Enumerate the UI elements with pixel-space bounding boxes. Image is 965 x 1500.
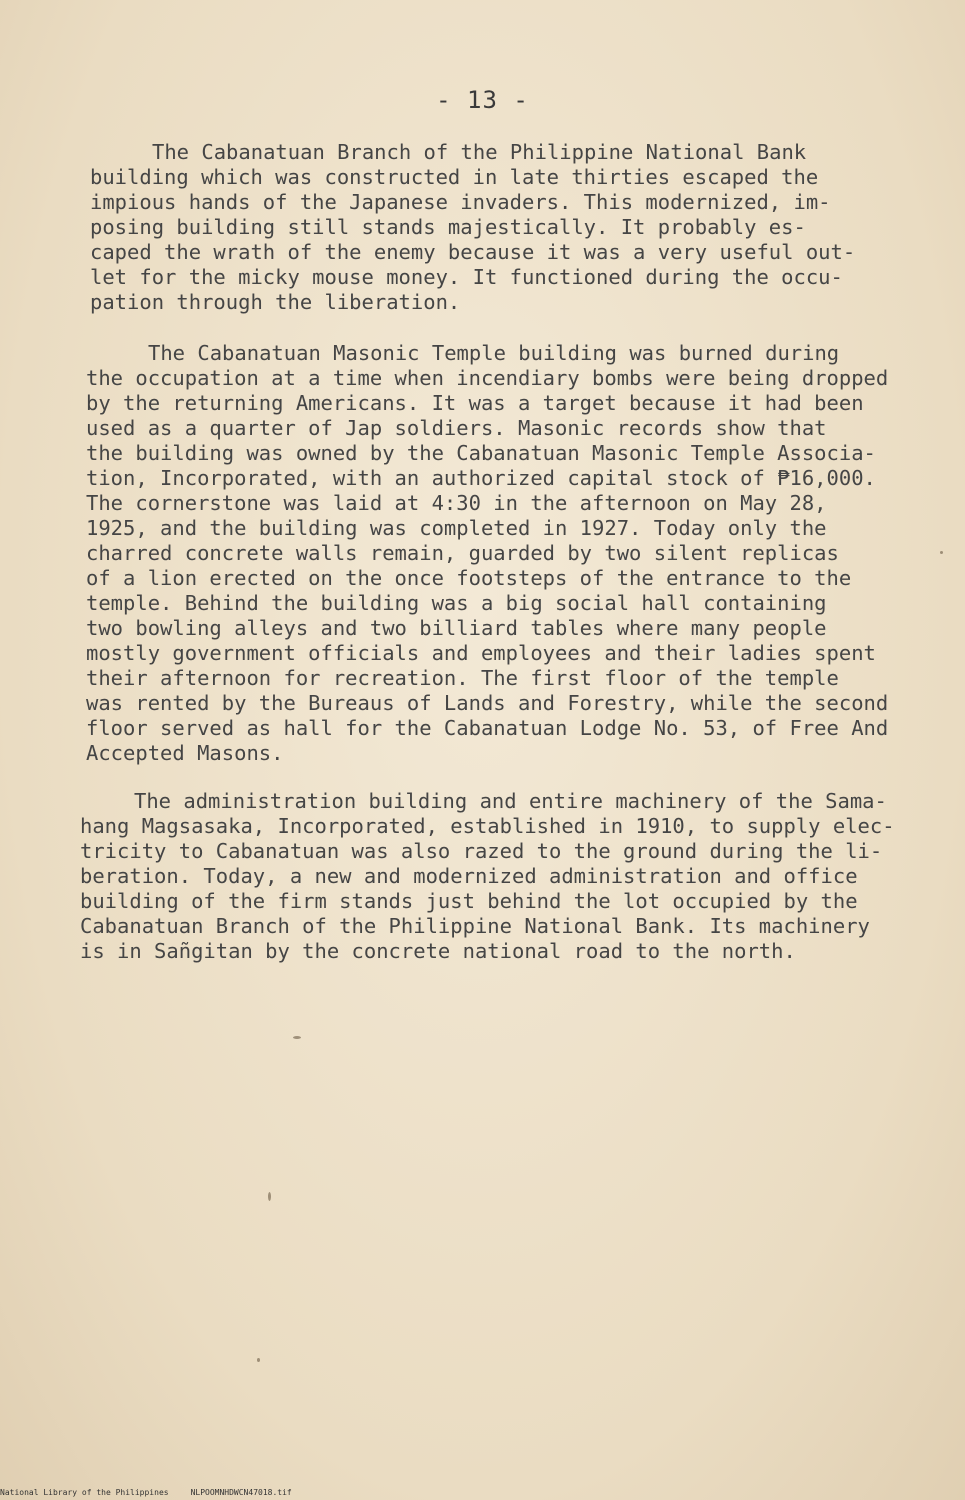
text-line: impious hands of the Japanese invaders. This modernized, im- — [90, 190, 831, 214]
text-line: The Cabanatuan Masonic Temple building was burned during — [148, 341, 840, 365]
footer-library: National Library of the Philippines — [0, 1488, 169, 1497]
text-line: by the returning Americans. It was a target because it had been — [86, 391, 864, 415]
text-line: The administration building and entire machinery of the Sama- — [134, 789, 887, 813]
text-line: The cornerstone was laid at 4:30 in the afternoon on May 28, — [86, 491, 827, 515]
text-line: two bowling alleys and two billiard tables where many people — [86, 616, 827, 640]
text-line: mostly government officials and employees and their ladies spent — [86, 641, 876, 665]
text-line: beration. Today, a new and modernized administration and office — [80, 864, 858, 888]
text-line: temple. Behind the building was a big social hall containing — [86, 591, 827, 615]
scan-footer — [0, 1488, 292, 1497]
text-line: Accepted Masons. — [86, 741, 284, 765]
paper-speck — [293, 1036, 301, 1039]
text-line: tion, Incorporated, with an authorized capital stock of ₱16,000. — [86, 466, 876, 490]
text-line: used as a quarter of Jap soldiers. Masonic records show that — [86, 416, 827, 440]
text-line: hang Magsasaka, Incorporated, established in 1910, to supply elec- — [80, 814, 895, 838]
text-line: Cabanatuan Branch of the Philippine National Bank. Its machinery — [80, 914, 870, 938]
text-line: building which was constructed in late thirties escaped the — [90, 165, 819, 189]
text-line: tricity to Cabanatuan was also razed to the ground during the li- — [80, 839, 883, 863]
paper-speck — [268, 1192, 271, 1201]
text-line: charred concrete walls remain, guarded by two silent replicas — [86, 541, 839, 565]
text-line: is in Sañgitan by the concrete national road to the north. — [80, 939, 796, 963]
text-line: pation through the liberation. — [90, 290, 461, 314]
text-line: the building was owned by the Cabanatuan Masonic Temple Associa- — [86, 441, 876, 465]
paper-speck — [940, 551, 943, 554]
paper-speck — [257, 1358, 260, 1362]
text-line: their afternoon for recreation. The first floor of the temple — [86, 666, 839, 690]
text-line: posing building still stands majestically. It probably es- — [90, 215, 806, 239]
text-line: caped the wrath of the enemy because it was a very useful out- — [90, 240, 856, 264]
text-line: building of the firm stands just behind the lot occupied by the — [80, 889, 858, 913]
footer-filename: NLPOOMNHDWCN47018.tif — [190, 1488, 292, 1497]
page-number: - 13 - — [436, 86, 529, 114]
text-line: floor served as hall for the Cabanatuan Lodge No. 53, of Free And — [86, 716, 889, 740]
text-line: was rented by the Bureaus of Lands and Forestry, while the second — [86, 691, 889, 715]
text-line: the occupation at a time when incendiary bombs were being dropped — [86, 366, 889, 390]
text-line: The Cabanatuan Branch of the Philippine National Bank — [152, 140, 807, 164]
text-line: 1925, and the building was completed in 1927. Today only the — [86, 516, 827, 540]
text-line: let for the micky mouse money. It functioned during the occu- — [90, 265, 843, 289]
text-line: of a lion erected on the once footsteps of the entrance to the — [86, 566, 852, 590]
